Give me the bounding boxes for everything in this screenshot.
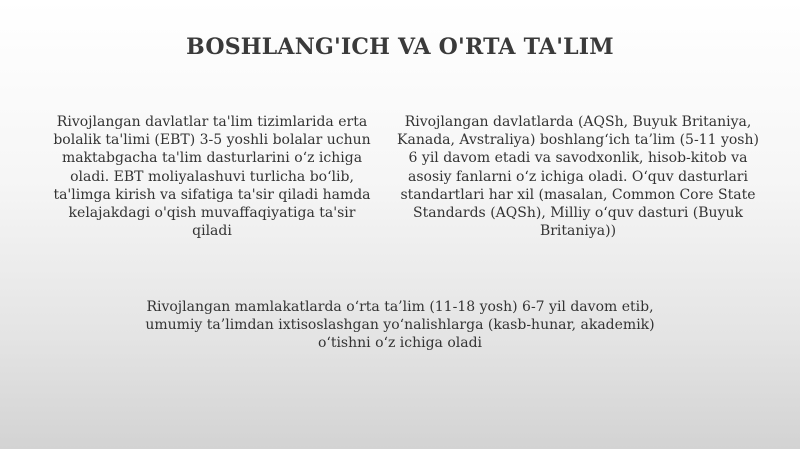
early-childhood-education-paragraph: Rivojlangan davlatlar ta'lim tizimlarida erta bolalik ta'limi (EBT) 3-5 yoshli bolalar uchun maktabgacha ta'lim dasturlarini o‘z ichiga oladi. EBT moliyalashuvi turlicha bo‘lib, ta'limga kirish va sifatiga ta'sir qiladi hamda kelajakdagi o'qish muvaffaqiyatiga ta'sir qiladi (53, 114, 371, 240)
secondary-education-paragraph: Rivojlangan mamlakatlarda o‘rta ta’lim (11-18 yosh) 6-7 yil davom etib, umumiy ta’limdan ixtisoslashgan yo‘nalishlarga (kasb-hunar, akademik) o‘tishni o‘z ichiga oladi (145, 299, 655, 352)
slide-title: BOSHLANG'ICH VA O'RTA TA'LIM (186, 34, 614, 60)
primary-education-paragraph: Rivojlangan davlatlarda (AQSh, Buyuk Britaniya, Kanada, Avstraliya) boshlang‘ich ta’lim (5-11 yosh) 6 yil davom etadi va savodxonlik, hisob-kitob va asosiy fanlarni o‘z ichiga oladi. O‘quv dasturlari standartlari har xil (masalan, Common Core State Standards (AQSh), Milliy o‘quv dasturi (Buyuk Britaniya)) (397, 114, 759, 240)
